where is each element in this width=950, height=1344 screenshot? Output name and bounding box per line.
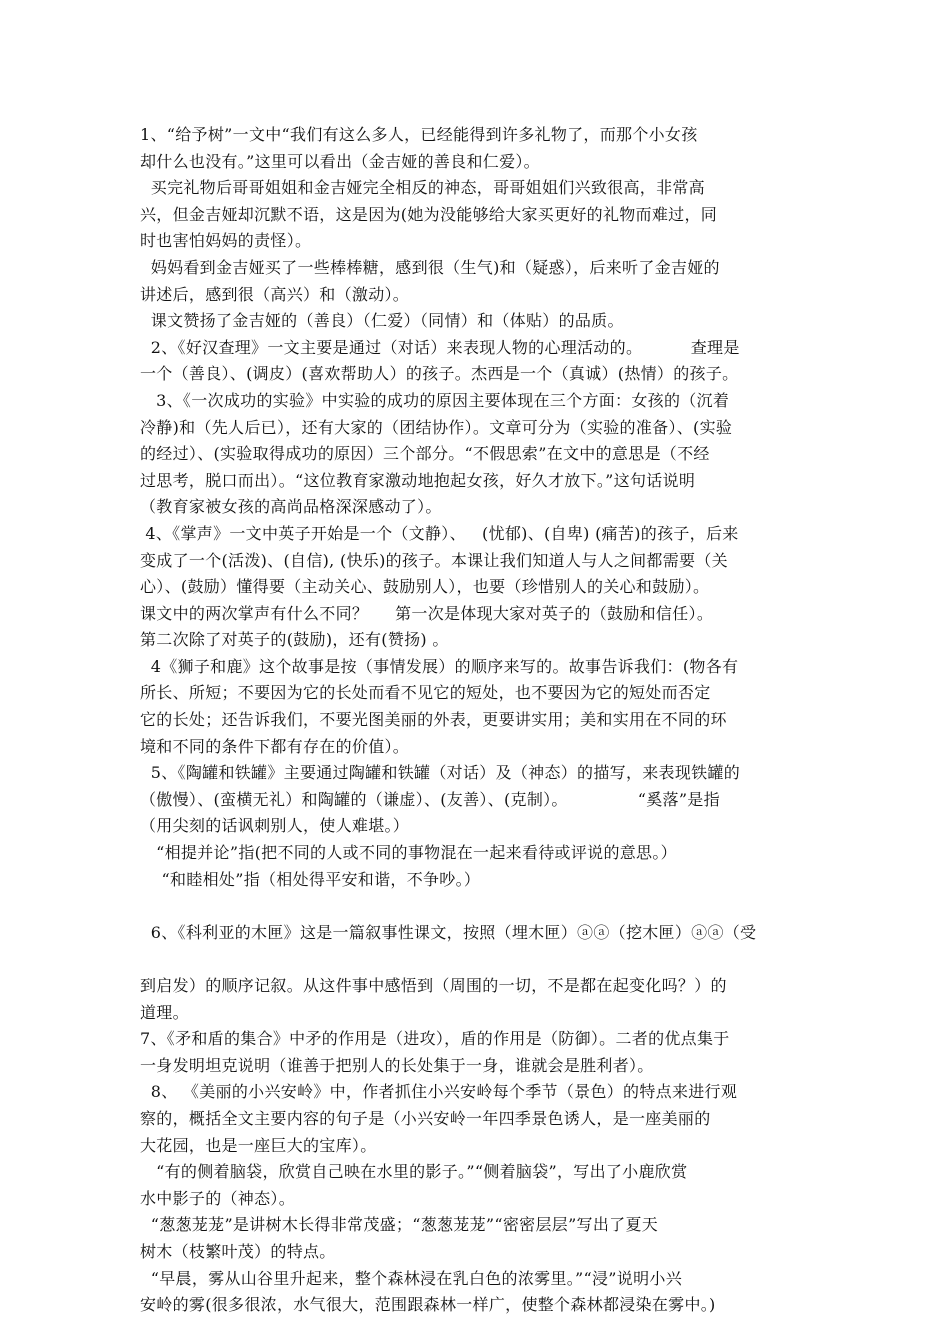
- text-line: 4《狮子和鹿》这个故事是按（事情发展）的顺序来写的。故事告诉我们：(物各有: [140, 656, 739, 676]
- text-line: “早晨，雾从山谷里升起来，整个森林浸在乳白色的浓雾里。”“浸”说明小兴: [140, 1268, 682, 1288]
- text-line: 8、 《美丽的小兴安岭》中，作者抓住小兴安岭每个季节（景色）的特点来进行观: [140, 1082, 738, 1102]
- text-line: 一个（善良）、(调皮）(喜欢帮助人）的孩子。杰西是一个（真诚）(热情）的孩子。: [140, 364, 739, 384]
- text-line: 妈妈看到金吉娅买了一些棒棒糖，感到很（生气)和（疑惑），后来听了金吉娅的: [140, 257, 720, 277]
- text-line: 冷静)和（先人后已），还有大家的（团结协作）。文章可分为（实验的准备）、(实验: [140, 417, 733, 437]
- text-line: 时也害怕妈妈的责怪）。: [140, 231, 312, 251]
- text-line: 察的，概括全文主要内容的句子是（小兴安岭一年四季景色诱人，是一座美丽的: [140, 1108, 711, 1128]
- text-line: “和睦相处”指（相处得平安和谐，不争吵。）: [140, 869, 481, 889]
- text-line: （傲慢）、(蛮横无礼）和陶罐的（谦虚）、(友善）、(克制）。 “奚落”是指: [140, 789, 720, 809]
- text-line: 一身发明坦克说明（谁善于把别人的长处集于一身，谁就会是胜利者）。: [140, 1055, 654, 1075]
- text-line: 第二次除了对英子的(鼓励)，还有(赞扬) 。: [140, 630, 449, 650]
- text-line: 所长、所短；不要因为它的长处而看不见它的短处，也不要因为它的短处而否定: [140, 683, 711, 703]
- text-line: 安岭的雾(很多很浓，水气很大，范围跟森林一样广，使整个森林都浸染在雾中。): [140, 1295, 716, 1315]
- text-line: 心）、(鼓励）懂得要（主动关心、鼓励别人），也要（珍惜别人的关心和鼓励）。: [140, 577, 710, 597]
- text-line: 境和不同的条件下都有存在的价值）。: [140, 736, 410, 756]
- blank-line: [140, 946, 812, 973]
- text-line: “葱葱茏茏”是讲树木长得非常茂盛；“葱葱茏茏”“密密层层”写出了夏天: [140, 1215, 659, 1235]
- blank-line: [140, 893, 812, 920]
- text-line: 兴，但金吉娅却沉默不语，这是因为(她为没能够给大家买更好的礼物而难过，同: [140, 204, 718, 224]
- text-line: 大花园，也是一座巨大的宝库）。: [140, 1135, 377, 1155]
- text-line: （用尖刻的话讽刺别人，使人难堪。）: [140, 816, 410, 836]
- text-line: 到启发）的顺序记叙。从这件事中感悟到（周围的一切，不是都在起变化吗？）的: [140, 976, 727, 995]
- text-line: （教育家被女孩的高尚品格深深感动了）。: [140, 497, 442, 517]
- text-line: “相提并论”指(把不同的人或不同的事物混在一起来看待或评说的意思。）: [140, 843, 677, 863]
- text-line: 道理。: [140, 1002, 189, 1022]
- text-line: “有的侧着脑袋，欣赏自己映在水里的影子。”“侧着脑袋”，写出了小鹿欣赏: [140, 1162, 688, 1182]
- text-line: 树木（枝繁叶茂）的特点。: [140, 1241, 336, 1261]
- document-page: [140, 122, 812, 1319]
- text-line: 过思考，脱口而出）。“这位教育家激动地抱起女孩，好久才放下。”这句话说明: [140, 470, 696, 490]
- text-line: 1、“给予树”一文中“我们有这么多人，已经能得到许多礼物了，而那个小女孩: [140, 125, 698, 144]
- text-line: 课文中的两次掌声有什么不同？ 第一次是体现大家对英子的（鼓励和信任）。: [140, 603, 714, 623]
- text-line: 水中影子的（神态）。: [140, 1188, 296, 1208]
- text-line: 3、《一次成功的实验》中实验的成功的原因主要体现在三个方面：女孩的（沉着: [140, 390, 730, 410]
- text-line: 6、《科利亚的木匣》这是一篇叙事性课文，按照（埋木匣）ⓐⓐ（挖木匣）ⓐⓐ（受: [140, 922, 757, 942]
- text-line: 却什么也没有。”这里可以看出（金吉娅的善良和仁爱）。: [140, 151, 540, 171]
- text-line: 讲述后，感到很（高兴）和（激动）。: [140, 284, 410, 304]
- text-line: 的经过）、(实验取得成功的原因）三个部分。“不假思索”在文中的意思是（不经: [140, 444, 710, 464]
- text-line: 课文赞扬了金吉娅的（善良）（仁爱）（同情）和（体贴）的品质。: [140, 311, 624, 331]
- text-line: 2、《好汉查理》一文主要是通过（对话）来表现人物的心理活动的。 查理是: [140, 337, 740, 357]
- text-line: 5、《陶罐和铁罐》主要通过陶罐和铁罐（对话）及（神态）的描写，来表现铁罐的: [140, 763, 741, 783]
- text-line: 7、《矛和盾的集合》中矛的作用是（进攻），盾的作用是（防御）。二者的优点集于: [140, 1029, 730, 1049]
- text-line: 变成了一个(活泼)、(自信), (快乐)的孩子。本课让我们知道人与人之间都需要（关: [140, 550, 728, 570]
- text-line: 它的长处；还告诉我们，不要光图美丽的外表，更要讲实用；美和实用在不同的环: [140, 710, 727, 730]
- text-line: 买完礼物后哥哥姐姐和金吉娅完全相反的神态，哥哥姐姐们兴致很高，非常高: [140, 178, 705, 198]
- text-line: 4、《掌声》一文中英子开始是一个（文静）、 (忧郁)、(自卑) (痛苦)的孩子，后来: [140, 523, 739, 543]
